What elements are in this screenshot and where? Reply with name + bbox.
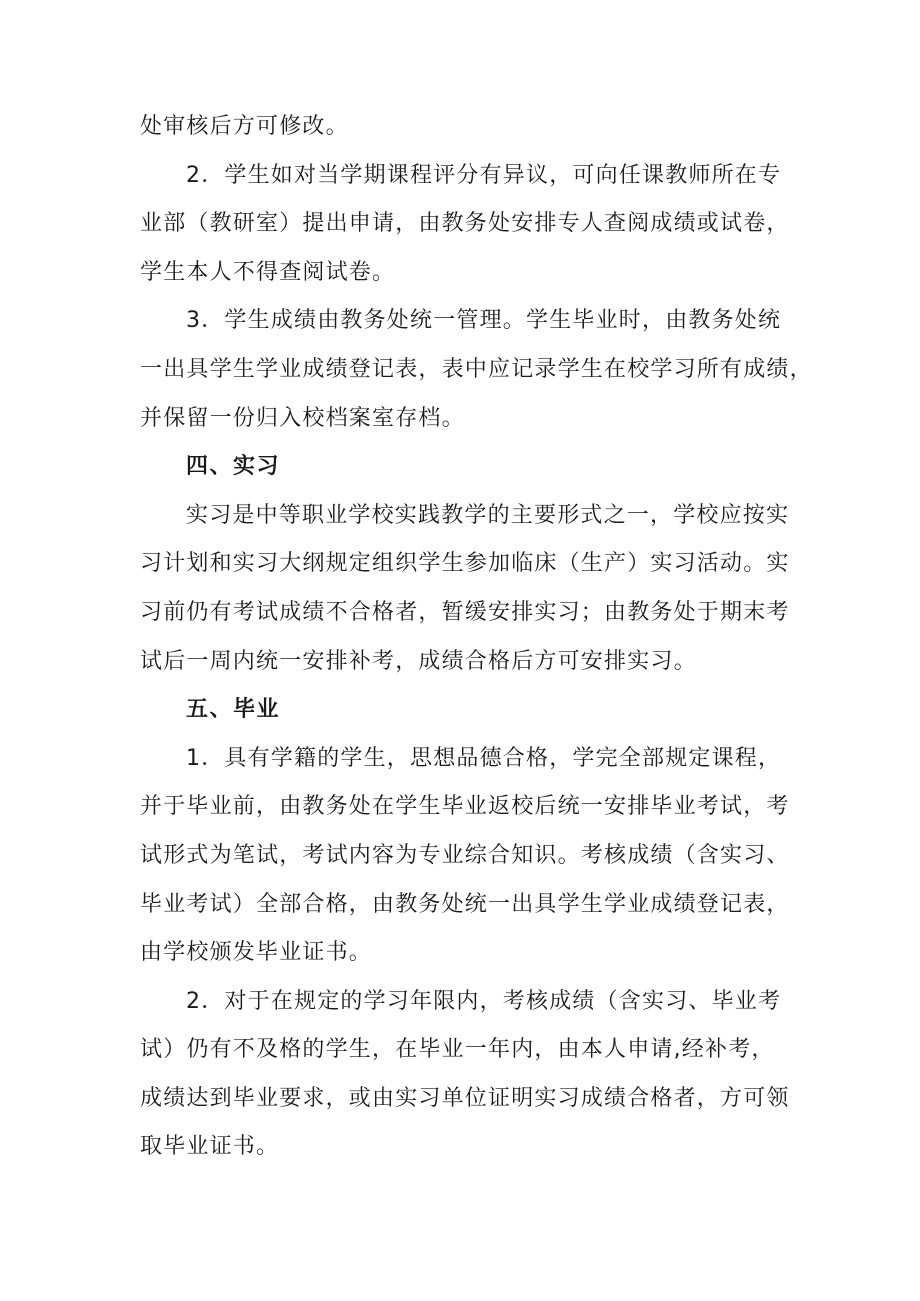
paragraph	[140, 152, 795, 298]
paragraph-line: 业部（教研室）提出申请，由教务处安排专人查阅成绩或试卷，	[140, 211, 790, 237]
paragraph	[140, 735, 795, 978]
paragraph-line: 取毕业证书。	[140, 1134, 280, 1160]
paragraph-line: 由学校颁发毕业证书。	[140, 940, 373, 966]
paragraph-line: 试）仍有不及格的学生，在毕业一年内，由本人申请,经补考，	[140, 1037, 775, 1063]
paragraph-line: 处审核后方可修改。	[140, 114, 349, 139]
paragraph-line: 并保留一份归入校档案室存档。	[140, 405, 465, 431]
paragraph-line: 1．具有学籍的学生，思想品德合格，学完全部规定课程，	[186, 745, 782, 771]
paragraph	[140, 978, 795, 1172]
paragraph-line: 试形式为笔试，考试内容为专业综合知识。考核成绩（含实习、	[140, 842, 790, 868]
paragraph-line: 毕业考试）全部合格，由教务处统一出具学生学业成绩登记表，	[140, 891, 790, 917]
section-heading: 五、毕业	[186, 697, 281, 723]
paragraph-line: 习前仍有考试成绩不合格者，暂缓安排实习；由教务处于期末考	[140, 599, 790, 625]
paragraph-line: 一出具学生学业成绩登记表，表中应记录学生在校学习所有成绩，	[140, 356, 813, 382]
document-body	[140, 103, 813, 1172]
paragraph	[140, 103, 795, 152]
paragraph-line: 2．对于在规定的学习年限内，考核成绩（含实习、毕业考	[186, 988, 782, 1014]
paragraph	[140, 492, 795, 686]
paragraph-line: 2．学生如对当学期课程评分有异议，可向任课教师所在专	[186, 162, 782, 188]
paragraph-line: 试后一周内统一安排补考，成绩合格后方可安排实习。	[140, 648, 697, 674]
paragraph-line: 成绩达到毕业要求，或由实习单位证明实习成绩合格者，方可领	[140, 1085, 790, 1111]
paragraph-line: 学生本人不得查阅试卷。	[140, 259, 396, 285]
section-heading: 四、实习	[186, 454, 281, 480]
paragraph-line: 并于毕业前，由教务处在学生毕业返校后统一安排毕业考试，考	[140, 794, 790, 820]
paragraph-line: 3．学生成绩由教务处统一管理。学生毕业时，由教务处统	[186, 308, 782, 334]
paragraph	[140, 297, 813, 443]
paragraph-line: 习计划和实习大纲规定组织学生参加临床（生产）实习活动。实	[140, 551, 790, 577]
paragraph-line: 实习是中等职业学校实践教学的主要形式之一，学校应按实	[186, 502, 790, 528]
